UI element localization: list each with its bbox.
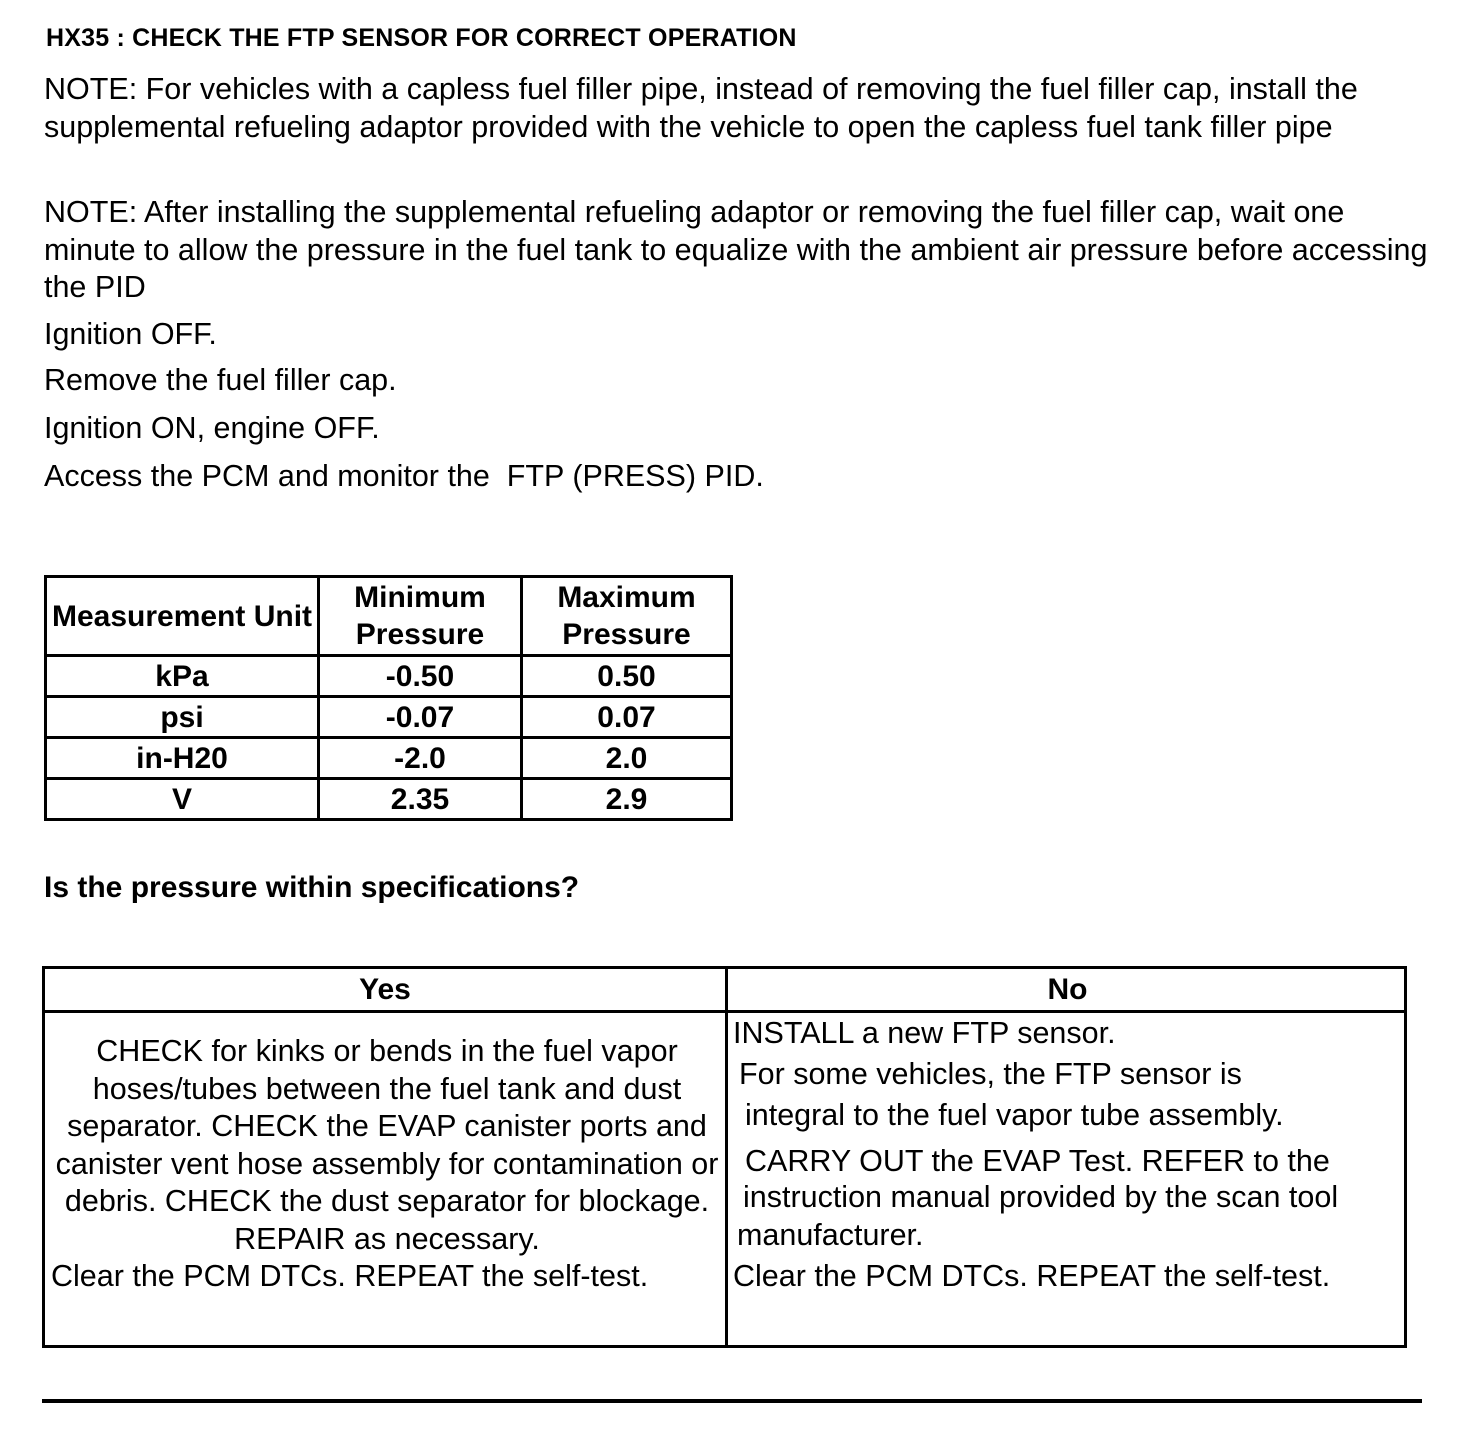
max-cell: 0.07 — [522, 697, 732, 738]
header-divider — [45, 1010, 1404, 1013]
min-cell: 2.35 — [319, 779, 522, 820]
step-remove-cap: Remove the fuel filler cap. — [44, 363, 397, 397]
column-divider — [725, 969, 728, 1345]
header-measurement-unit: Measurement Unit — [46, 577, 319, 656]
table-row — [46, 697, 732, 738]
no-header: No — [1047, 973, 1088, 1006]
unit-cell: psi — [46, 697, 319, 738]
no-action-line: CARRY OUT the EVAP Test. REFER to the — [745, 1144, 1330, 1178]
step-ignition-off: Ignition OFF. — [44, 317, 217, 351]
pressure-spec-table — [44, 575, 733, 821]
min-cell: -0.07 — [319, 697, 522, 738]
max-cell: 2.9 — [522, 779, 732, 820]
note-wait: NOTE: After installing the supplemental refueling adaptor or removing the fuel filler cap, wait one minute to allow the pressure in the fuel tank to equalize with the ambient air pressure before accessing the PID — [44, 195, 1428, 304]
step-access-pcm: Access the PCM and monitor the FTP (PRESS) PID. — [44, 459, 764, 493]
no-action-line: INSTALL a new FTP sensor. — [733, 1016, 1116, 1050]
table-row — [46, 656, 732, 697]
no-action-line: instruction manual provided by the scan tool — [743, 1180, 1339, 1214]
bottom-divider — [42, 1399, 1422, 1403]
yes-action-cell — [49, 1033, 725, 1296]
header-minimum-pressure: Minimum Pressure — [319, 577, 522, 656]
max-cell: 2.0 — [522, 738, 732, 779]
spec-header-row — [46, 577, 732, 656]
step-ignition-on: Ignition ON, engine OFF. — [44, 411, 380, 445]
no-action-line: manufacturer. — [737, 1218, 924, 1252]
no-action-line: integral to the fuel vapor tube assembly. — [745, 1098, 1284, 1132]
unit-cell: kPa — [46, 656, 319, 697]
min-cell: -0.50 — [319, 656, 522, 697]
yes-no-table — [42, 966, 1407, 1348]
yes-header: Yes — [359, 973, 411, 1006]
yes-repeat-text: Clear the PCM DTCs. REPEAT the self-test. — [51, 1259, 649, 1293]
page-title: HX35 : CHECK THE FTP SENSOR FOR CORRECT OPERATION — [46, 24, 797, 52]
yes-action-text: CHECK for kinks or bends in the fuel vapor hoses/tubes between the fuel tank and dust separator. CHECK the EVAP canister ports and canister vent hose assembly for contamination or debris. CHECK the dust separator for blockage. REPAIR as necessary. — [55, 1034, 719, 1256]
table-row — [46, 738, 732, 779]
unit-cell: in-H20 — [46, 738, 319, 779]
min-cell: -2.0 — [319, 738, 522, 779]
max-cell: 0.50 — [522, 656, 732, 697]
table-row — [46, 779, 732, 820]
no-action-line: For some vehicles, the FTP sensor is — [739, 1057, 1242, 1091]
unit-cell: V — [46, 779, 319, 820]
header-maximum-pressure: Maximum Pressure — [522, 577, 732, 656]
spec-question: Is the pressure within specifications? — [44, 871, 580, 904]
note-capless: NOTE: For vehicles with a capless fuel filler pipe, instead of removing the fuel filler cap, install the supplemental refueling adaptor provided with the vehicle to open the capless fuel tank filler pipe — [44, 72, 1358, 144]
no-action-line: Clear the PCM DTCs. REPEAT the self-test. — [733, 1259, 1331, 1293]
